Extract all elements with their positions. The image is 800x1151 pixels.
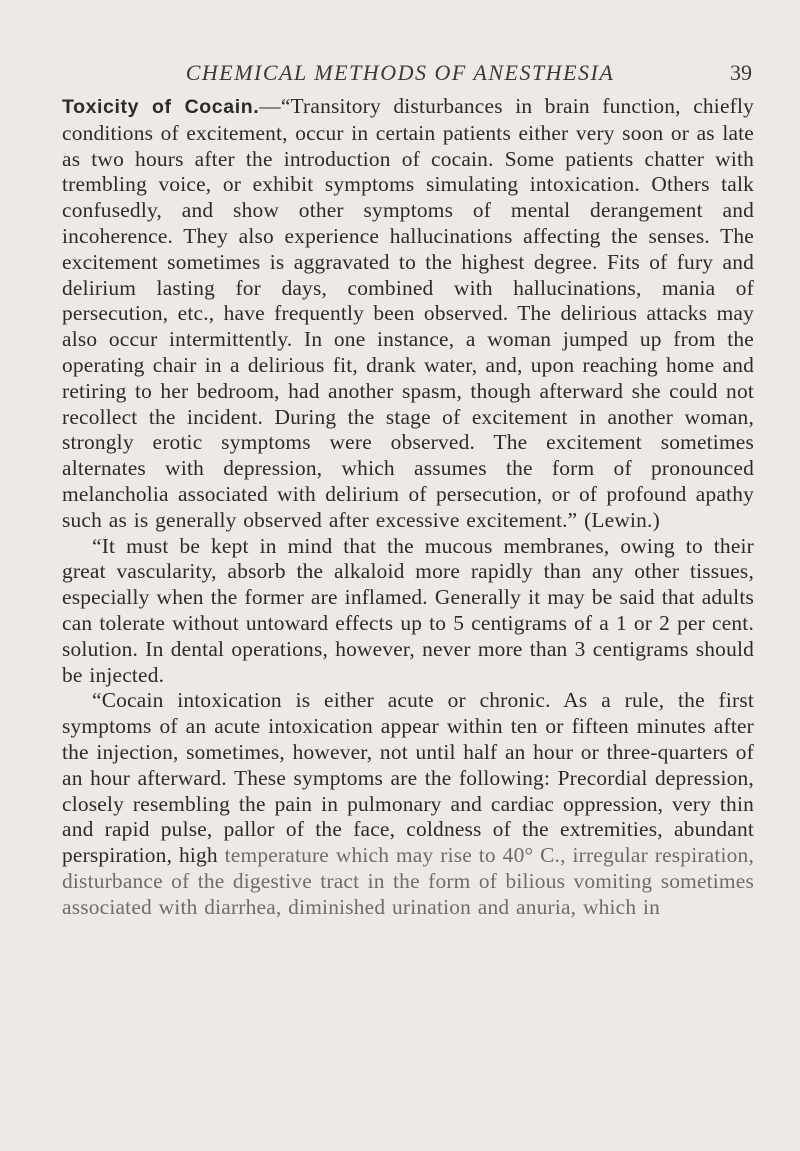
page-number: 39 — [730, 60, 752, 85]
section-heading: Toxicity of Cocain. — [62, 96, 260, 118]
running-head-title: CHEMICAL METHODS OF ANESTHESIA — [185, 60, 615, 85]
paragraph-text-faded: temperature which may rise to 40° C., irregular respiration, disturbance of the digestive tract in the form of bilious vomiting sometimes associated with diarrhea, diminished urination and anuria, which in — [62, 843, 754, 919]
paragraph-mucous-membranes — [62, 534, 754, 689]
paragraph-intoxication — [62, 688, 754, 920]
paragraph-text: —“Transitory disturbances in brain function, chiefly conditions of excitement, occur in certain patients either very soon or as late as two hours after the introduction of cocain. Some patients chatter with trembling voice, or exhibit symptoms simulating intoxication. Others talk confusedly, and show other symptoms of mental derangement and incoherence. They also experience hallucinations affecting the senses. The excitement sometimes is aggravated to the highest degree. Fits of fury and delirium lasting for days, combined with hallucinations, mania of persecution, etc., have frequently been observed. The delirious attacks may also occur intermittently. In one instance, a woman jumped up from the operating chair in a delirious fit, drank water, and, upon reaching home and retiring to her bedroom, had another spasm, though afterward she could not recollect the incident. During the stage of excitement in another woman, strongly erotic symptoms were observed. The excitement sometimes alternates with depression, which assumes the form of pronounced melancholia associated with delirium of persecution, or of profound apathy such as is generally observed after excessive excitement.” (Lewin.) — [62, 94, 754, 532]
paragraph-text: “It must be kept in mind that the mucous membranes, owing to their great vascularity, absorb the alkaloid more rapidly than any other tissues, especially when the former are inflamed. Generally it may be said that adults can tolerate without untoward effects up to 5 centigrams of a 1 or 2 per cent. solution. In dental operations, however, never more than 3 centigrams should be injected. — [62, 533, 754, 687]
body-text — [62, 94, 754, 921]
paragraph-toxicity — [62, 94, 754, 534]
paragraph-text: “Cocain intoxication is either acute or chronic. As a rule, the first symptoms of an acute intoxication appear within ten or fifteen minutes after the injection, sometimes, however, not until half an hour or three-quarters of an hour afterward. These symptoms are the following: Precordial depression, closely resembling the pain in pulmonary and cardiac oppression, very thin and rapid pulse, pallor of the face, coldness of the extremities, abundant perspiration, high — [62, 688, 754, 868]
